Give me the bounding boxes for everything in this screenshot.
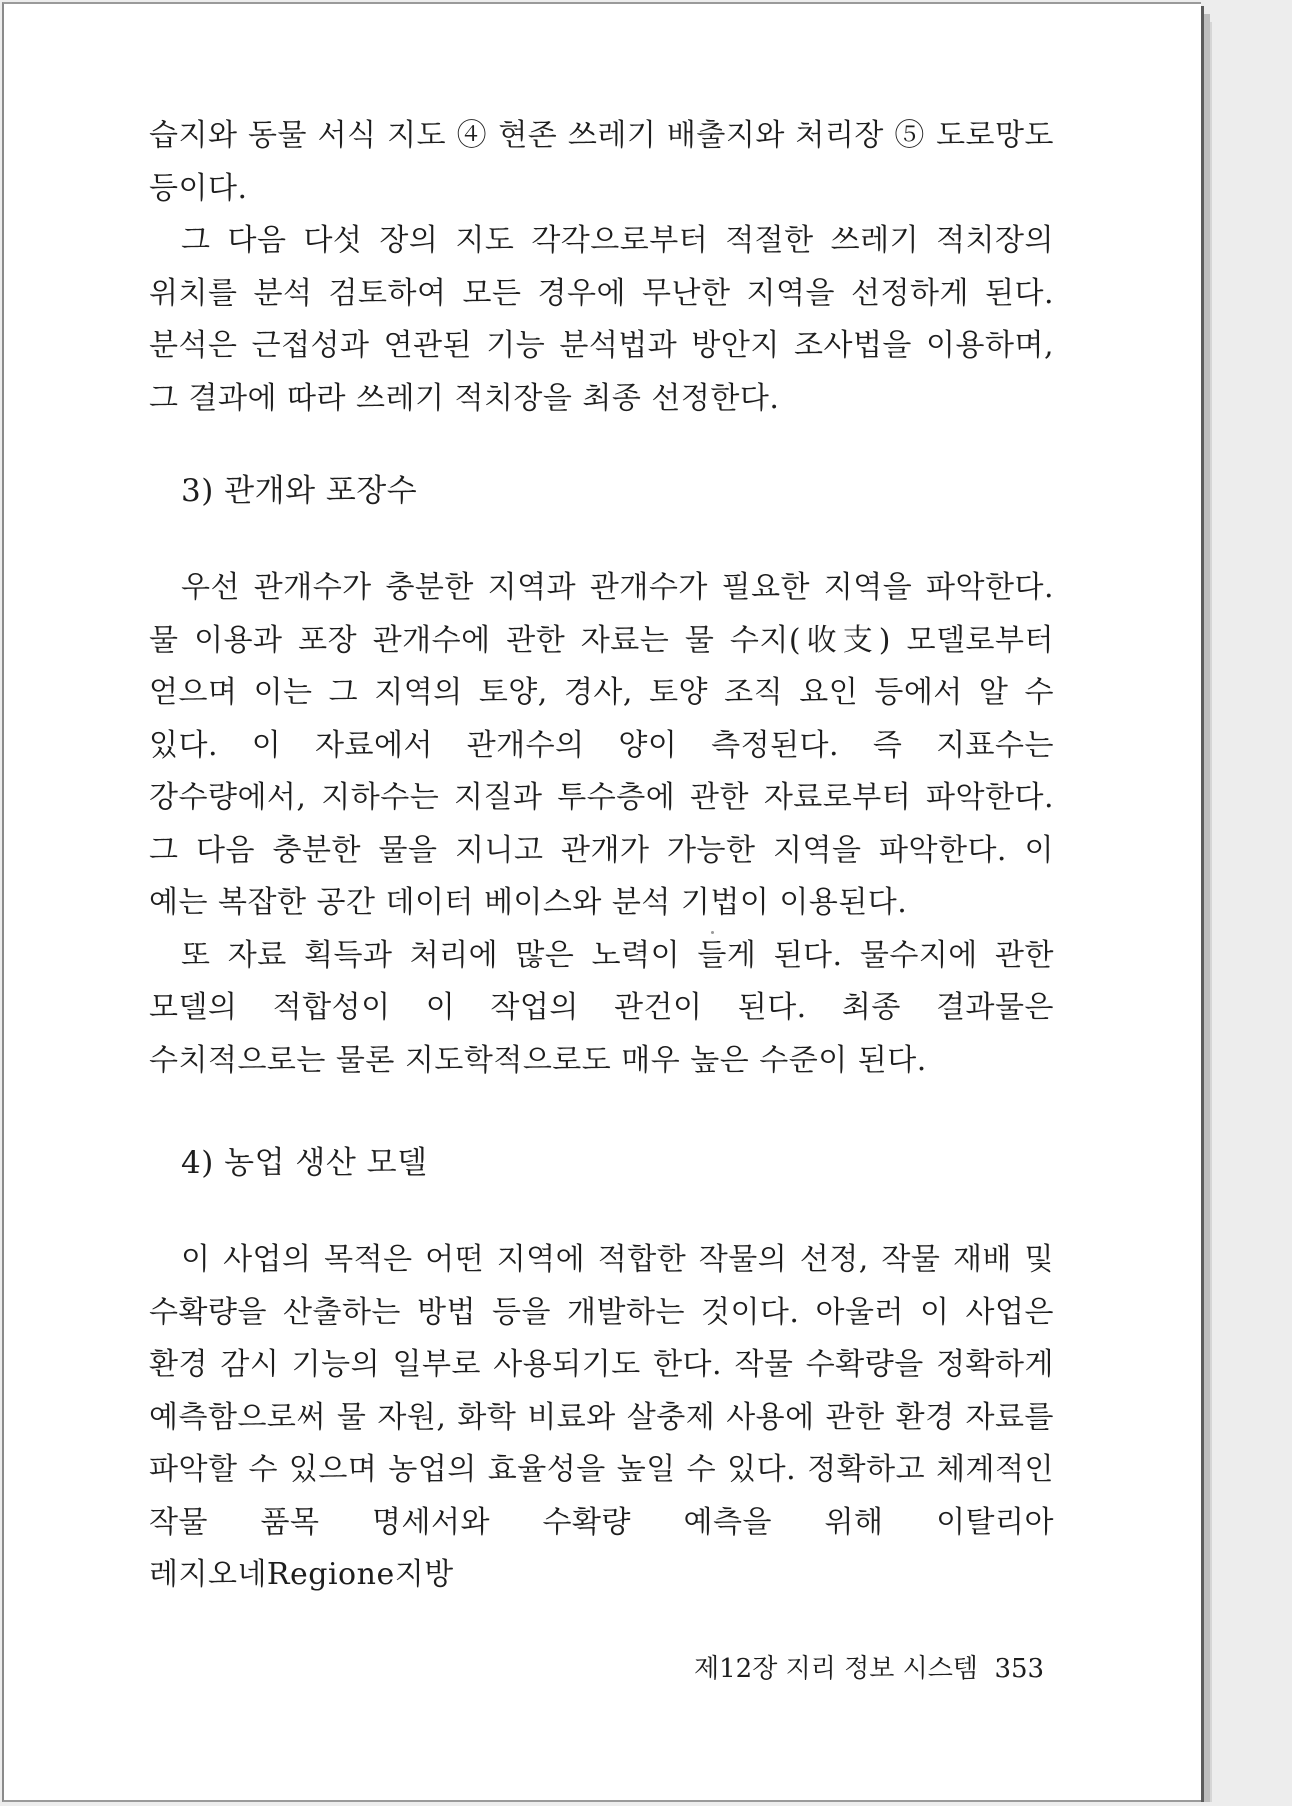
page-stack-shadow-light <box>1210 22 1212 1802</box>
page-footer <box>694 1648 1045 1685</box>
footer-chapter-title: 제12장 지리 정보 시스템 <box>694 1654 978 1684</box>
footer-page-number: 353 <box>994 1654 1045 1684</box>
paragraph-data-processing: 또 자료 획득과 처리에 많은 노력이 들게 된다. 물수지에 관한 모델의 적합성이 이 작업의 관건이 된다. 최종 결과물은 수치적으로는 물론 지도학적으로도 매우 높은 수준이 된다. <box>149 937 1054 1078</box>
print-speck <box>711 931 714 934</box>
paragraph-irrigation: 우선 관개수가 충분한 지역과 관개수가 필요한 지역을 파악한다. 물 이용과 포장 관개수에 관한 자료는 물 수지(收支) 모델로부터 얻으며 이는 그 지역의 토양, 경사, 토양 조직 요인 등에서 알 수 있다. 이 자료에서 관개수의 양이 측정된다. 즉 지표수는 강수량에서, 지하수는 지질과 투수층에 관한 자료로부터 파악한다. 그 다음 충분한 물을 지니고 관개가 가능한 지역을 파악한다. 이 예는 복잡한 공간 데이터 베이스와 분석 기법이 이용된다. <box>149 570 1054 920</box>
paragraph-agriculture: 이 사업의 목적은 어떤 지역에 적합한 작물의 선정, 작물 재배 및 수확량을 산출하는 방법 등을 개발하는 것이다. 아울러 이 사업은 환경 감시 기능의 일부로 사용되기도 한다. 작물 수확량을 정확하게 예측함으로써 물 자원, 화학 비료와 살충제 사용에 관한 환경 자료를 파악할 수 있으며 농업의 효율성을 높일 수 있다. 정확하고 체계적인 작물 품목 명세서와 수확량 예측을 위해 이탈리아 레지오네Regione지방 <box>149 1242 1054 1592</box>
paragraph-continuation: 습지와 동물 서식 지도 ④ 현존 쓰레기 배출지와 처리장 ⑤ 도로망도 등이다. <box>149 118 1054 206</box>
section-heading-agriculture: 4) 농업 생산 모델 <box>181 1145 428 1181</box>
paragraph-site-selection: 그 다음 다섯 장의 지도 각각으로부터 적절한 쓰레기 적치장의 위치를 분석 검토하여 모든 경우에 무난한 지역을 선정하게 된다. 분석은 근접성과 연관된 기능 분석법과 방안지 조사법을 이용하며, 그 결과에 따라 쓰레기 적치장을 최종 선정한다. <box>149 223 1054 416</box>
section-heading-irrigation: 3) 관개와 포장수 <box>181 473 418 509</box>
book-page <box>2 2 1201 1802</box>
page-content <box>149 110 1054 1602</box>
